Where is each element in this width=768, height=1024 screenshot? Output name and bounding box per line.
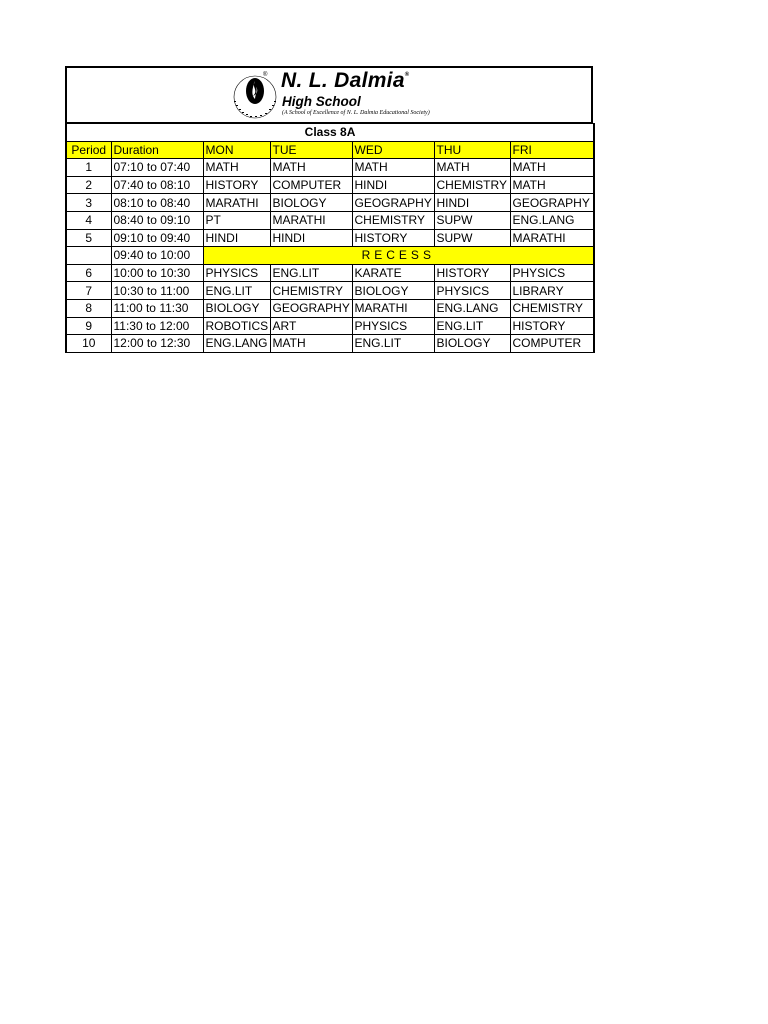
subject-cell-thu: ENG.LIT <box>434 317 510 335</box>
subject-cell-thu: BIOLOGY <box>434 335 510 353</box>
subject-cell-fri: GEOGRAPHY <box>510 194 594 212</box>
subject-cell-mon: PHYSICS <box>203 264 270 282</box>
school-name-text: N. L. Dalmia <box>281 69 405 92</box>
header-cell-period: Period <box>66 141 111 159</box>
timetable <box>65 123 595 353</box>
subject-cell-thu: CHEMISTRY <box>434 176 510 194</box>
header-cell-mon: MON <box>203 141 270 159</box>
subject-cell-fri: CHEMISTRY <box>510 299 594 317</box>
subject-cell-mon: ENG.LIT <box>203 282 270 300</box>
subject-cell-wed: HISTORY <box>352 229 434 247</box>
header-cell-duration: Duration <box>111 141 203 159</box>
recess-duration-cell: 09:40 to 10:00 <box>111 247 203 265</box>
school-tagline: (A School of Excellence of N. L. Dalmia Educational Society) <box>282 110 430 116</box>
table-row <box>66 211 594 229</box>
school-subtitle: High School <box>282 94 361 109</box>
subject-cell-thu: ENG.LANG <box>434 299 510 317</box>
period-cell: 6 <box>66 264 111 282</box>
subject-cell-wed: GEOGRAPHY <box>352 194 434 212</box>
table-row <box>66 229 594 247</box>
duration-cell: 08:10 to 08:40 <box>111 194 203 212</box>
school-header <box>65 66 593 123</box>
table-row <box>66 317 594 335</box>
subject-cell-fri: ENG.LANG <box>510 211 594 229</box>
table-row <box>66 335 594 353</box>
subject-cell-mon: HINDI <box>203 229 270 247</box>
recess-row <box>66 247 594 265</box>
subject-cell-thu: SUPW <box>434 211 510 229</box>
header-cell-thu: THU <box>434 141 510 159</box>
logo-registered-mark: ® <box>263 72 268 78</box>
subject-cell-mon: HISTORY <box>203 176 270 194</box>
subject-cell-thu: HISTORY <box>434 264 510 282</box>
flame-emblem-icon <box>225 71 281 123</box>
subject-cell-tue: MATH <box>270 159 352 177</box>
duration-cell: 12:00 to 12:30 <box>111 335 203 353</box>
subject-cell-fri: LIBRARY <box>510 282 594 300</box>
subject-cell-wed: MARATHI <box>352 299 434 317</box>
duration-cell: 11:00 to 11:30 <box>111 299 203 317</box>
subject-cell-wed: HINDI <box>352 176 434 194</box>
period-cell: 10 <box>66 335 111 353</box>
subject-cell-wed: MATH <box>352 159 434 177</box>
class-title-row <box>66 124 594 142</box>
subject-cell-fri: MATH <box>510 159 594 177</box>
subject-cell-thu: PHYSICS <box>434 282 510 300</box>
subject-cell-thu: SUPW <box>434 229 510 247</box>
period-cell: 9 <box>66 317 111 335</box>
subject-cell-mon: PT <box>203 211 270 229</box>
recess-label: RECESS <box>203 247 594 265</box>
subject-cell-wed: ENG.LIT <box>352 335 434 353</box>
subject-cell-tue: ENG.LIT <box>270 264 352 282</box>
recess-period-cell <box>66 247 111 265</box>
subject-cell-fri: MATH <box>510 176 594 194</box>
subject-cell-tue: BIOLOGY <box>270 194 352 212</box>
timetable-sheet <box>65 66 593 353</box>
subject-cell-tue: MARATHI <box>270 211 352 229</box>
subject-cell-fri: HISTORY <box>510 317 594 335</box>
subject-cell-wed: BIOLOGY <box>352 282 434 300</box>
subject-cell-tue: GEOGRAPHY <box>270 299 352 317</box>
period-cell: 2 <box>66 176 111 194</box>
subject-cell-fri: MARATHI <box>510 229 594 247</box>
class-label: Class 8A <box>66 124 594 142</box>
table-row <box>66 194 594 212</box>
header-cell-fri: FRI <box>510 141 594 159</box>
subject-cell-tue: MATH <box>270 335 352 353</box>
subject-cell-mon: MATH <box>203 159 270 177</box>
header-cell-tue: TUE <box>270 141 352 159</box>
subject-cell-tue: CHEMISTRY <box>270 282 352 300</box>
period-cell: 7 <box>66 282 111 300</box>
duration-cell: 07:10 to 07:40 <box>111 159 203 177</box>
duration-cell: 08:40 to 09:10 <box>111 211 203 229</box>
header-row <box>66 141 594 159</box>
subject-cell-thu: MATH <box>434 159 510 177</box>
subject-cell-tue: COMPUTER <box>270 176 352 194</box>
subject-cell-mon: ENG.LANG <box>203 335 270 353</box>
school-name <box>281 69 410 93</box>
table-row <box>66 176 594 194</box>
duration-cell: 10:00 to 10:30 <box>111 264 203 282</box>
header-cell-wed: WED <box>352 141 434 159</box>
period-cell: 1 <box>66 159 111 177</box>
period-cell: 5 <box>66 229 111 247</box>
duration-cell: 11:30 to 12:00 <box>111 317 203 335</box>
subject-cell-tue: HINDI <box>270 229 352 247</box>
subject-cell-wed: KARATE <box>352 264 434 282</box>
table-row <box>66 264 594 282</box>
subject-cell-mon: ROBOTICS <box>203 317 270 335</box>
duration-cell: 07:40 to 08:10 <box>111 176 203 194</box>
table-row <box>66 299 594 317</box>
subject-cell-tue: ART <box>270 317 352 335</box>
subject-cell-wed: PHYSICS <box>352 317 434 335</box>
period-cell: 8 <box>66 299 111 317</box>
subject-cell-fri: PHYSICS <box>510 264 594 282</box>
period-cell: 4 <box>66 211 111 229</box>
subject-cell-thu: HINDI <box>434 194 510 212</box>
subject-cell-wed: CHEMISTRY <box>352 211 434 229</box>
duration-cell: 09:10 to 09:40 <box>111 229 203 247</box>
period-cell: 3 <box>66 194 111 212</box>
school-name-mark: ® <box>404 72 410 78</box>
duration-cell: 10:30 to 11:00 <box>111 282 203 300</box>
subject-cell-fri: COMPUTER <box>510 335 594 353</box>
subject-cell-mon: MARATHI <box>203 194 270 212</box>
table-row <box>66 159 594 177</box>
table-row <box>66 282 594 300</box>
subject-cell-mon: BIOLOGY <box>203 299 270 317</box>
